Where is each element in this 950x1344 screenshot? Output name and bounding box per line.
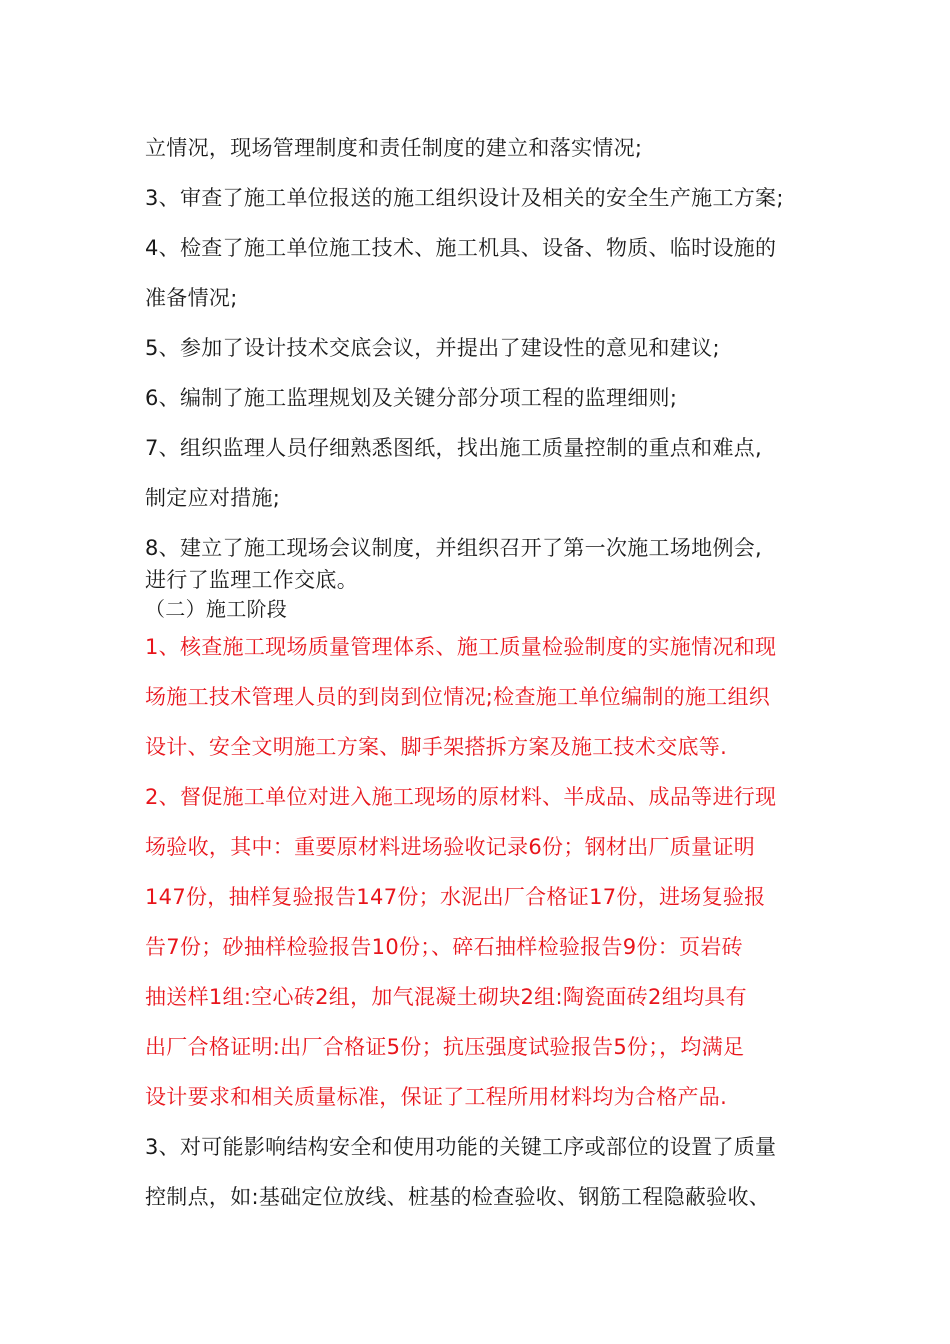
paragraph-line: 出厂合格证明:出厂合格证5份；抗压强度试验报告5份；，均满足 (145, 1035, 745, 1059)
paragraph-line: 立情况，现场管理制度和责任制度的建立和落实情况; (145, 136, 643, 160)
paragraph-line: 5、参加了设计技术交底会议，并提出了建设性的意见和建议; (145, 336, 720, 360)
paragraph-line: 4、检查了施工单位施工技术、施工机具、设备、物质、临时设施的 (145, 236, 777, 260)
paragraph-line: 7、组织监理人员仔细熟悉图纸，找出施工质量控制的重点和难点, (145, 436, 763, 460)
paragraph-line: 制定应对措施; (145, 486, 281, 510)
paragraph-line: 进行了监理工作交底。 (145, 568, 358, 592)
paragraph-line: 准备情况; (145, 286, 238, 310)
paragraph-line: 2、督促施工单位对进入施工现场的原材料、半成品、成品等进行现 (145, 785, 777, 809)
paragraph-line: 抽送样1组:空心砖2组，加气混凝土砌块2组:陶瓷面砖2组均具有 (145, 985, 747, 1009)
paragraph-line: 1、核查施工现场质量管理体系、施工质量检验制度的实施情况和现 (145, 635, 777, 659)
paragraph-line: 控制点，如:基础定位放线、桩基的检查验收、钢筋工程隐蔽验收、 (145, 1185, 771, 1209)
paragraph-line: 3、对可能影响结构安全和使用功能的关键工序或部位的设置了质量 (145, 1135, 777, 1159)
paragraph-line: 场施工技术管理人员的到岗到位情况;检查施工单位编制的施工组织 (145, 685, 771, 709)
paragraph-line: 场验收，其中：重要原材料进场验收记录6份；钢材出厂质量证明 (145, 835, 756, 859)
paragraph-line: 告7份；砂抽样检验报告10份；、碎石抽样检验报告9份：页岩砖 (145, 935, 743, 959)
paragraph-line: 3、审查了施工单位报送的施工组织设计及相关的安全生产施工方案; (145, 186, 784, 210)
paragraph-line: 6、编制了施工监理规划及关键分部分项工程的监理细则; (145, 386, 678, 410)
section-heading: （二）施工阶段 (145, 597, 288, 621)
paragraph-line: 设计、安全文明施工方案、脚手架搭拆方案及施工技术交底等. (145, 735, 728, 759)
paragraph-line: 147份，抽样复验报告147份；水泥出厂合格证17份，进场复验报 (145, 885, 766, 909)
paragraph-line: 设计要求和相关质量标准，保证了工程所用材料均为合格产品. (145, 1085, 728, 1109)
paragraph-line: 8、建立了施工现场会议制度，并组织召开了第一次施工场地例会, (145, 536, 763, 560)
